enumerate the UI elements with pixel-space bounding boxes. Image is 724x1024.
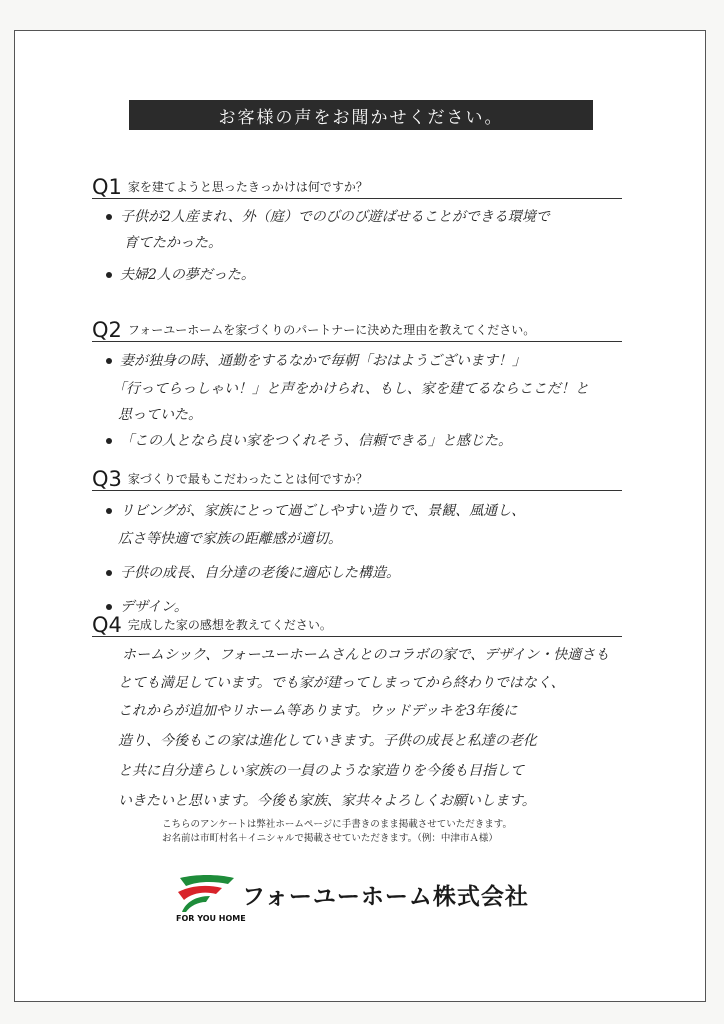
answer-1-line-3: 夫婦2人の夢だった。 [106, 264, 255, 284]
question-1-text: 家を建てようと思ったきっかけは何ですか？ [127, 180, 368, 195]
answer-2-line-4: 「この人となら良い家をつくれそう、信頼できる」と感じた。 [106, 430, 512, 450]
answer-4-line-5: と共に自分達らしい家族の一員のような家造りを今後も目指して [118, 763, 524, 779]
answer-4-line-3: これからが追加やリホーム等あります。ウッドデッキを3年後に [118, 703, 518, 719]
question-2-header [92, 317, 622, 342]
answer-1-line-2: 育てたかった。 [124, 235, 222, 251]
answer-2-line-1: 妻が独身の時、通勤をするなかで毎朝「おはようございます！」 [106, 350, 526, 370]
answer-4-line-1: ホームシック、フォーユーホームさんとのコラボの家で、デザイン・快適さも [122, 647, 610, 663]
survey-title: お客様の声をお聞かせください。 [129, 100, 593, 130]
answer-2-line-2: 「行ってらっしゃい！」と声をかけられ、もし、家を建てるならここだ！と [112, 381, 589, 397]
question-4-header [92, 612, 622, 637]
answer-3-line-4: デザイン。 [106, 596, 188, 616]
question-2-text: フォーユーホームを家づくりのパートナーに決めた理由を教えてください。 [127, 323, 536, 338]
answer-3-line-3: 子供の成長、自分達の老後に適応した構造。 [106, 562, 400, 582]
footer-note-2: お名前は市町村名＋イニシャルで掲載させていただきます。（例：中津市Ａ様） [162, 833, 498, 844]
question-3-number: Q3 [92, 467, 122, 491]
question-3-text: 家づくりで最もこだわったことは何ですか？ [127, 472, 368, 487]
question-4-number: Q4 [92, 613, 122, 637]
company-tagline: FOR YOU HOME [176, 914, 246, 923]
question-1-header [92, 174, 622, 199]
answer-3-line-1: リビングが、家族にとって過ごしやすい造りで、景観、風通し、 [106, 500, 525, 520]
footer-note-1: こちらのアンケートは弊社ホームページに手書きのまま掲載させていただきます。 [162, 819, 512, 830]
answer-4-line-2: とても満足しています。でも家が建ってしまってから終わりではなく、 [118, 675, 565, 691]
answer-4-line-4: 造り、今後もこの家は進化していきます。子供の成長と私達の老化 [118, 733, 537, 749]
answer-1-line-1: 子供が2人産まれ、外（庭）でのびのび遊ばせることができる環境で [106, 206, 550, 226]
answer-4-line-6: いきたいと思います。今後も家族、家共々よろしくお願いします。 [118, 793, 536, 809]
answer-2-line-3: 思っていた。 [118, 407, 202, 423]
question-2-number: Q2 [92, 318, 122, 342]
question-3-header [92, 466, 622, 491]
question-4-text: 完成した家の感想を教えてください。 [127, 618, 332, 633]
question-1-number: Q1 [92, 175, 122, 199]
logo-mark-icon [176, 872, 236, 914]
answer-3-line-2: 広さ等快適で家族の距離感が適切。 [118, 531, 342, 547]
company-name: フォーユーホーム株式会社 [242, 884, 529, 910]
company-logo [176, 872, 556, 932]
